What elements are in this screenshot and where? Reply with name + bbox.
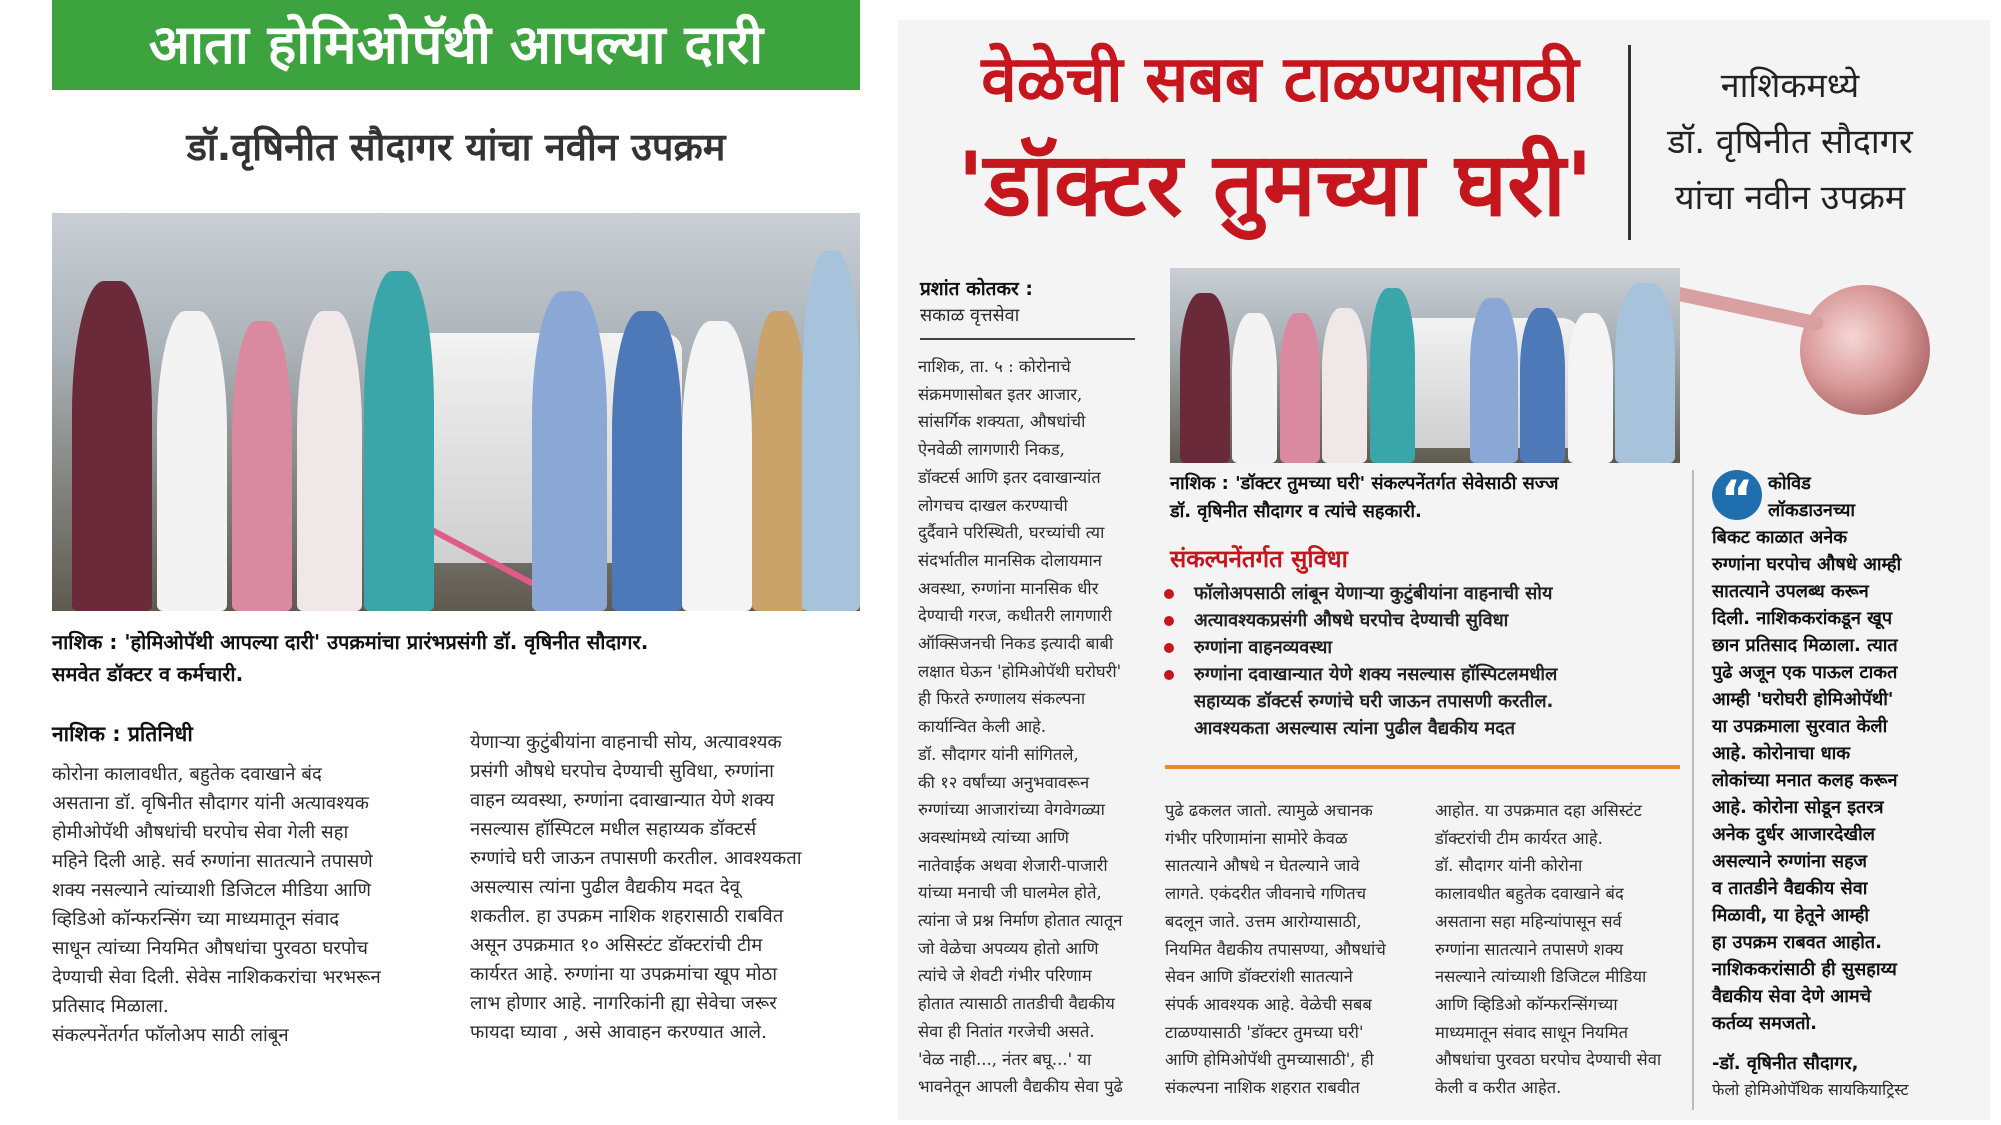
article-line: वाहन व्यवस्था, रुग्णांना दवाखान्यात येणे शक्य [470,790,775,811]
article-line: शक्य नसल्याने त्यांच्याशी डिजिटल मीडिया आणि [52,880,371,901]
article-line: जो वेळेचा अपव्यय होतो आणि [918,938,1099,958]
article-line: गंभीर परिणामांना सामोरे केवळ [1165,828,1348,848]
quote-author-title: फेलो होमिओपॅथिक सायकियाट्रिस्ट [1712,1080,1909,1099]
article-line: डॉ. सौदागर यांनी सांगितले, [918,744,1079,764]
quote-line: आम्ही 'घरोघरी होमिओपॅथी' [1712,689,1894,710]
article-line: सातत्याने औषधे न घेतल्याने जावे [1165,856,1360,876]
facility-item [1160,580,1690,607]
quote-line: आहे. कोरोनाचा धाक [1712,743,1851,764]
byline-rule [920,338,1135,340]
article-line: ऐनवेळी लागणारी निकड, [918,440,1065,460]
bullet-icon [1164,616,1174,626]
article-line: असताना डॉ. वृषिनीत सौदागर यांनी अत्यावश्यक [52,793,369,814]
article-line: शकतील. हा उपक्रम नाशिक शहरासाठी राबवित [470,906,784,927]
bullet-icon [1164,643,1174,653]
left-headline: आता होमिओपॅथी आपल्या दारी [148,13,764,76]
quote-line: वैद्यकीय सेवा देणे आमचे [1712,986,1872,1007]
article-line: सेवा ही नितांत गरजेची असते. [918,1021,1095,1041]
article-line: कार्यरत आहे. रुग्णांना या उपक्रमांचा खूप मोठा [470,964,778,985]
article-line: रुग्णांच्या आजारांच्या वेगवेगळ्या [918,800,1105,820]
quote-line: पुढे अजून एक पाऊल टाकत [1712,662,1898,683]
article-line: त्यांचे जे शेवटी गंभीर परिणाम [918,966,1092,986]
facilities-heading: संकल्पनेंतर्गत सुविधा [1170,545,1348,573]
article-line: नसल्यास हॉस्पिटल मधील सहाय्यक डॉक्टर्स [470,819,757,840]
section-rule [1165,765,1680,769]
quote-line: सातत्याने उपलब्ध करून [1712,581,1869,602]
article-line: संक्रमणासोबत इतर आजार, [918,384,1083,404]
quote-line: असल्याने रुग्णांना सहज [1712,851,1868,872]
article-line: रुग्णांना सातत्याने तपासणे शक्य [1435,939,1624,959]
article-line: आणि व्हिडिओ कॉन्फरन्सिंगच्या [1435,994,1618,1014]
article-line: की १२ वर्षांच्या अनुभवावरून [918,772,1090,792]
quote-line: व तातडीने वैद्यकीय सेवा [1712,878,1868,899]
left-photo-caption: नाशिक : 'होमिओपॅथी आपल्या दारी' उपक्रमांचा प्रारंभप्रसंगी डॉ. वृषिनीत सौदागर. समवेत डॉक्टर व कर्मचारी. [52,630,649,686]
article-line: होतात त्यासाठी तातडीची वैद्यकीय [918,994,1115,1014]
article-line: अवस्था, रुग्णांना मानसिक धीर [918,578,1099,598]
article-line: प्रतिसाद मिळाला. [52,996,169,1017]
quote-line: हा उपक्रम राबवत आहोत. [1712,932,1882,953]
quote-line: लोकांच्या मनात कलह करून [1712,770,1898,791]
left-group-photo [52,213,860,611]
article-line: डॉक्टरांची टीम कार्यरत आहे. [1435,828,1603,848]
article-line: पुढे ढकलत जातो. त्यामुळे अचानक [1165,801,1373,820]
quote-author: -डॉ. वृषिनीत सौदागर, [1712,1053,1859,1074]
article-line: आणि होमिओपॅथी तुमच्यासाठी', ही [1165,1050,1374,1070]
facility-line: आवश्यकता असल्यास त्यांना पुढील वैद्यकीय मदत [1194,718,1516,739]
article-line: भावनेतून आपली वैद्यकीय सेवा पुढे [918,1077,1123,1097]
article-line: संकल्पनेंतर्गत फॉलोअप साठी लांबून [52,1025,289,1046]
article-line: कोरोना कालावधीत, बहुतेक दवाखाने बंद [52,764,322,785]
article-line: डॉक्टर्स आणि इतर दवाखान्यांत [918,467,1101,487]
right-headline-line2: 'डॉक्टर तुमच्या घरी' [957,133,1593,236]
article-line: देण्याची सेवा दिली. सेवेस नाशिककरांचा भरभरून [52,967,381,988]
article-line: प्रसंगी औषधे घरपोच देण्याची सुविधा, रुग्णांना [470,761,774,782]
article-line: यांच्या मनाची जी घालमेल होते, [918,883,1102,903]
quote-line: दिली. नाशिककरांकडून खूप [1712,608,1893,629]
quote-body [1712,524,1982,1037]
bullet-icon [1164,670,1174,680]
article-line: लागते. एकंदरीत जीवनाचे गणितच [1165,884,1367,904]
left-article-column-2 [470,728,862,1047]
left-article-column-1 [52,760,444,1050]
article-line: सांसर्गिक शक्यता, औषधांची [918,412,1086,432]
article-line: फायदा घ्यावा , असे आवाहन करण्यात आले. [470,1022,767,1043]
article-line: साधून त्यांच्या नियमित औषधांचा पुरवठा घरपोच [52,938,369,959]
quote-line: कर्तव्य समजतो. [1712,1013,1817,1034]
article-line: व्हिडिओ कॉन्फरन्सिंग च्या माध्यमातून संवाद [52,909,340,930]
facilities-continuation [1194,688,1694,742]
quote-line: आहे. कोरोना सोडून इतरत्र [1712,797,1884,818]
facility-text: फॉलोअपसाठी लांबून येणाऱ्या कुटुंबीयांना वाहनाची सोय [1194,583,1553,604]
article-line: संकल्पना नाशिक शहरात राबवीत [1165,1078,1360,1098]
article-line: लोगचच दाखल करण्याची [918,495,1068,515]
quote-heading: कोविड लॉकडाउनच्या [1768,473,1856,521]
article-line: दुर्दैवाने परिस्थिती, घरच्यांची त्या [918,523,1105,543]
article-line: अवस्थांमध्ये त्यांच्या आणि [918,827,1069,847]
right-photo-caption: नाशिक : 'डॉक्टर तुमच्या घरी' संकल्पनेंतर्गत सेवेसाठी सज्ज डॉ. वृषिनीत सौदागर व त्यांचे सहकारी. [1170,473,1559,522]
right-group-photo [1170,268,1680,463]
facility-text: रुग्णांना वाहनव्यवस्था [1194,637,1333,658]
article-line: टाळण्यासाठी 'डॉक्टर तुमच्या घरी' [1165,1022,1364,1042]
quote-line: बिकट काळात अनेक [1712,527,1848,548]
article-line: सेवन आणि डॉक्टरांशी सातत्याने [1165,967,1353,987]
article-line: नाशिक, ता. ५ : कोरोनाचे [918,357,1071,376]
facility-item [1160,607,1690,634]
byline-agency: सकाळ वृत्तसेवा [920,305,1020,326]
facility-text: अत्यावश्यकप्रसंगी औषधे घरपोच देण्याची सुविधा [1194,610,1509,631]
quote-line: छान प्रतिसाद मिळाला. त्यात [1712,635,1898,656]
quote-line: नाशिककरांसाठी ही सुसहाय्य [1712,959,1897,980]
article-line: औषधांचा पुरवठा घरपोच देण्याची सेवा [1435,1050,1662,1070]
article-line: त्यांना जे प्रश्न निर्माण होतात त्यातून [918,911,1123,931]
quote-line: या उपक्रमाला सुरवात केली [1712,716,1888,737]
headline-divider [1628,45,1631,240]
right-article-column-1 [918,353,1136,1101]
article-line: कालावधीत बहुतेक दवाखाने बंद [1435,884,1624,904]
article-line: बदलून जाते. उत्तम आरोग्यासाठी, [1165,911,1362,931]
right-article-column-3 [1435,797,1685,1102]
quote-line: रुग्णांना घरपोच औषधे आम्ही [1712,554,1902,575]
right-headline-line1: वेळेची सबब टाळण्यासाठी [981,43,1579,117]
article-line: लक्षात घेऊन 'होमिओपॅथी घरोघरी' [918,661,1122,681]
article-line: महिने दिली आहे. सर्व रुग्णांना सातत्याने तपासणे [52,851,373,872]
article-line: असल्यास त्यांना पुढील वैद्यकीय मदत देवू [470,877,740,898]
facility-item [1160,661,1690,688]
article-line: असताना सहा महिन्यांपासून सर्व [1435,911,1622,931]
article-line: माध्यमातून संवाद साधून नियमित [1435,1022,1628,1042]
article-line: येणाऱ्या कुटुंबीयांना वाहनाची सोय, अत्यावश्यक [470,732,782,753]
quote-column-rule [1692,470,1694,1110]
article-line: ही फिरते रुग्णालय संकल्पना [918,689,1086,709]
article-line: असून उपक्रमात १० असिस्टंट डॉक्टरांची टीम [470,935,763,956]
article-line: केली व करीत आहेत. [1435,1078,1562,1098]
article-line: कार्यान्वित केली आहे. [918,717,1047,737]
article-line: आहोत. या उपक्रमात दहा असिस्टंट [1435,801,1642,820]
facility-text: रुग्णांना दवाखान्यात येणे शक्य नसल्यास हॉस्पिटलमधील [1194,664,1558,685]
article-line: डॉ. सौदागर यांनी कोरोना [1435,856,1583,876]
facility-line: सहाय्यक डॉक्टर्स रुग्णांचे घरी जाऊन तपासणी करतील. [1194,691,1554,712]
article-line: लाभ होणार आहे. नागरिकांनी ह्या सेवेचा जरूर [470,993,777,1014]
article-line: नसल्याने त्यांच्याशी डिजिटल मीडिया [1435,967,1647,987]
article-line: होमीओपॅथी औषधांची घरपोच सेवा गेली सहा [52,822,349,843]
quote-line: मिळावी, या हेतूने आम्ही [1712,905,1870,926]
article-line: संपर्क आवश्यक आहे. वेळेची सबब [1165,994,1372,1014]
quote-line: अनेक दुर्धर आजारदेखील [1712,824,1876,845]
left-subheadline: डॉ.वृषिनीत सौदागर यांचा नवीन उपक्रम [186,125,726,169]
right-side-title: नाशिकमध्ये डॉ. वृषिनीत सौदागर यांचा नवीन उपक्रम [1667,66,1913,218]
quote-icon: “ [1712,470,1762,520]
article-line: संदर्भातील मानसिक दोलायमान [918,550,1102,570]
article-line: 'वेळ नाही..., नंतर बघू...' या [918,1049,1092,1069]
article-line: नातेवाईक अथवा शेजारी-पाजारी [918,855,1108,875]
facility-item [1160,634,1690,661]
stethoscope-image [1800,285,1930,415]
bullet-icon [1164,589,1174,599]
article-line: देण्याची गरज, कधीतरी लागणारी [918,606,1112,626]
left-dateline: नाशिक : प्रतिनिधी [52,722,193,746]
byline-name: प्रशांत कोतकर : [920,278,1034,300]
facilities-list [1160,580,1690,688]
article-line: रुग्णांचे घरी जाऊन तपासणी करतील. आवश्यकता [470,848,802,869]
article-line: ऑक्सिजनची निकड इत्यादी बाबी [918,634,1114,654]
article-line: नियमित वैद्यकीय तपासण्या, औषधांचे [1165,939,1386,959]
right-article-column-2 [1165,797,1405,1102]
